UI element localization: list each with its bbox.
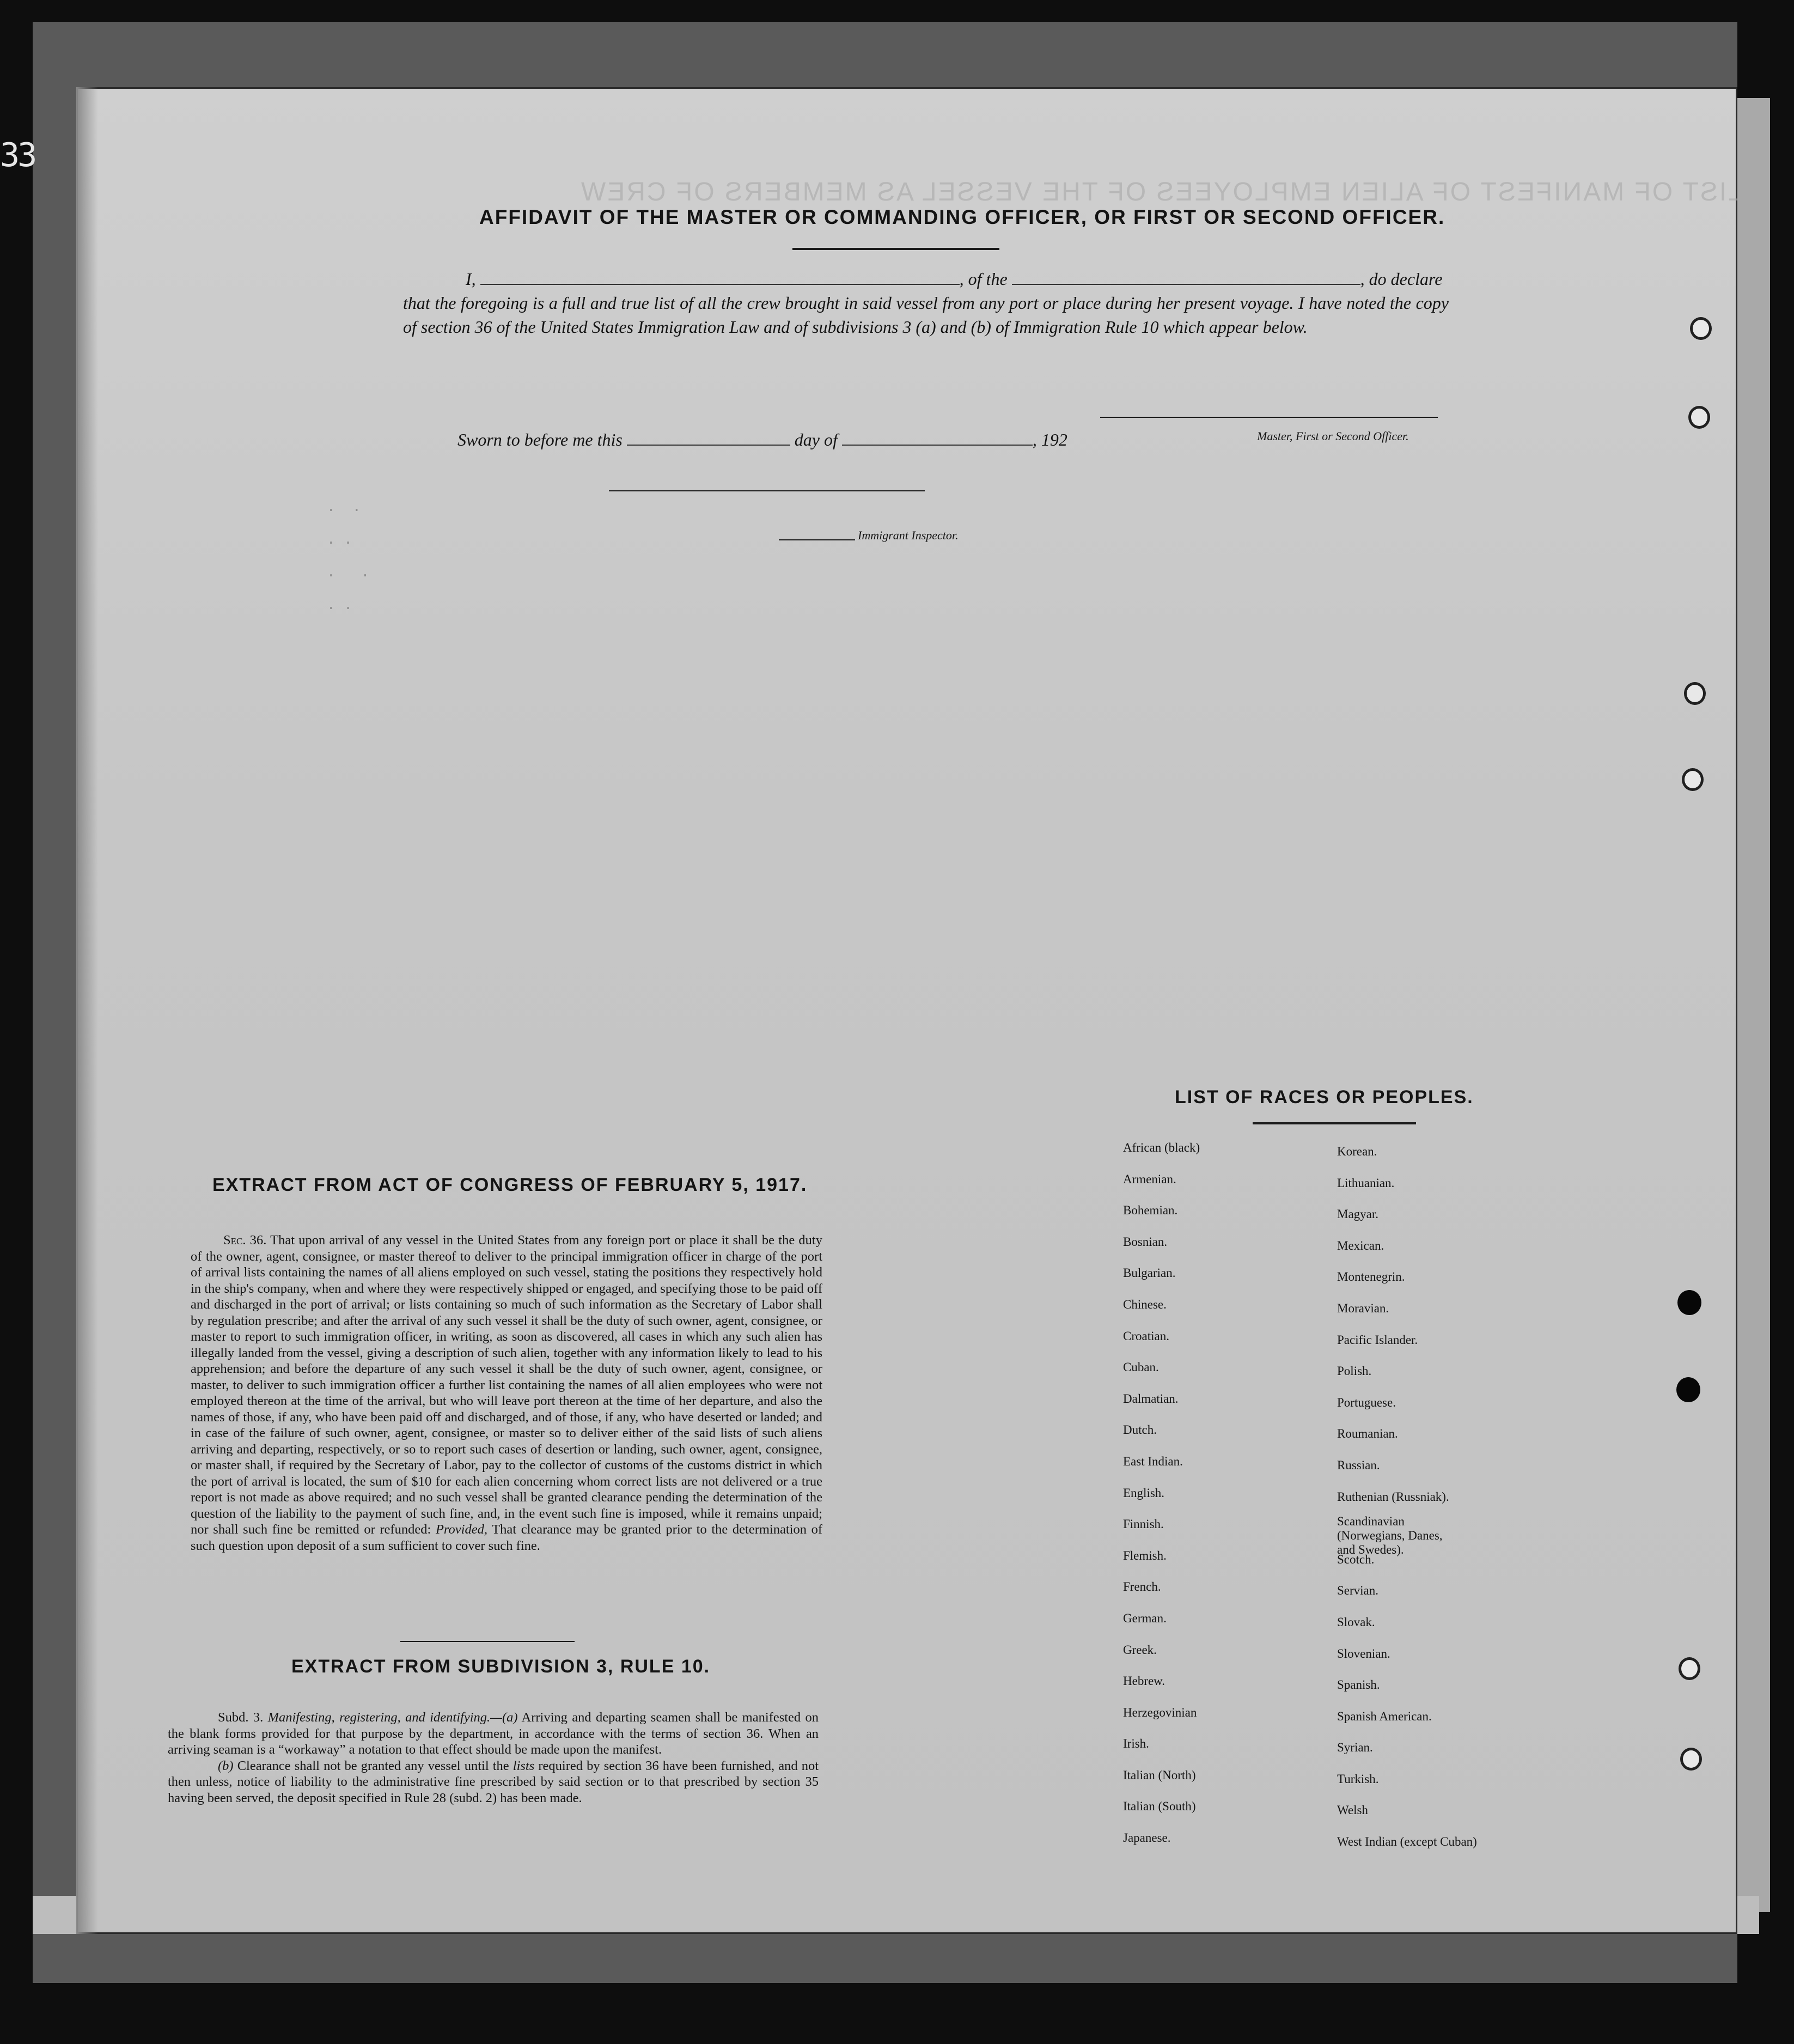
sworn-line <box>457 429 1067 450</box>
act-section-36-text <box>191 1232 822 1554</box>
act-section-body: That upon arrival of any vessel in the United States from any foreign port or place it shall be the duty of the owner, agent, consignee, or master thereof to deliver to the principal immigration officer in charge of the port of arrival lists containing the names of all aliens employed on such vessel, stating the positions they respectively hold in the ship's company, when and where they were respectively shipped or engaged, and specifying those to be paid off and discharged in the port of arrival; or lists containing so much of such information as the Secretary of Labor shall by regulation prescribe; and after the arrival of any such vessel it shall be the duty of such owner, agent, consignee, or master to report to such immigration officer, in writing, as soon as discovered, all cases in which any such alien has illegally landed from the vessel, giving a description of such alien, together with any information likely to lead to his apprehension; and before the departure of any such vessel it shall be the duty of such owner, agent, consignee, or master, to deliver to such immigration officer a further list containing the names of all alien employees who were not employed thereon at the time of the arrival, but who will leave port thereon at the time of her departure, and also the names of those, if any, who have been paid off and discharged, and of those, if any, who have deserted or landed; and in case of the failure of such owner, agent, consignee, or master so to deliver either of the said lists of such aliens arriving and departing, respectively, or so to report such cases of desertion or landing, such owner, agent, consignee, or master shall, if required by the Secretary of Labor, pay to the collector of customs of the customs district in which the port of arrival is located, the sum of $10 for each alien concerning whom correct lists are not delivered or a true report is not made as above required; and no such vessel shall be granted clearance pending the determination of the question of the liability to the payment of such fine, and, in the event such fine is imposed, while it remains unpaid; nor shall such fine be remitted or refunded: <box>191 1233 822 1537</box>
sworn-month-field[interactable] <box>842 429 1033 446</box>
act-divider <box>400 1641 575 1642</box>
race-item: Armenian. <box>1123 1172 1176 1186</box>
punch-hole-icon <box>1682 768 1704 791</box>
affidavit-statement: that the foregoing is a full and true list of all the crew brought in said vessel from any port or place during her present voyage. I have noted the copy of section 36 of the United States Immigration Law and of subdivisions 3 (a) and (b) of Immigration Rule 10 which appear below. <box>403 293 1449 337</box>
race-item: Bohemian. <box>1123 1203 1178 1218</box>
race-item: Herzegovinian <box>1123 1705 1197 1719</box>
race-item: Lithuanian. <box>1337 1176 1395 1190</box>
race-item: Italian (South) <box>1123 1799 1196 1814</box>
race-item: Scotch. <box>1337 1552 1375 1566</box>
race-item: Croatian. <box>1123 1329 1169 1343</box>
master-signature-line[interactable] <box>1100 417 1438 418</box>
affidavit-declare-label: , do declare <box>1360 269 1443 289</box>
page-edge <box>1737 98 1770 1912</box>
officer-name-field[interactable] <box>480 269 960 285</box>
race-item: Welsh <box>1337 1803 1368 1817</box>
sheet-shadow <box>76 87 98 1934</box>
bleed-through-text: LIST OF MANIFEST OF ALIEN EMPLOYEES OF THE VESSEL AS MEMBERS OF CREW <box>579 178 1743 206</box>
race-item: French. <box>1123 1580 1161 1594</box>
sworn-prefix: Sworn to before me this <box>457 430 623 449</box>
race-item: Magyar. <box>1337 1207 1379 1221</box>
race-item: Japanese. <box>1123 1831 1171 1845</box>
punch-hole-icon <box>1688 406 1710 429</box>
punch-hole-icon <box>1677 1290 1701 1315</box>
inspector-signature-line[interactable] <box>609 490 925 491</box>
race-item: Pacific Islander. <box>1337 1333 1418 1347</box>
rule10-a-text: Arriving and departing seamen shall be manifested on the blank forms provided for that purpose by the department, in accordance with the terms of section 36. When an arriving seaman is a “workaway” a notation to that effect should be made upon the manifest. <box>168 1710 819 1757</box>
punch-hole-icon <box>1690 317 1712 340</box>
race-item: Dutch. <box>1123 1423 1157 1437</box>
race-item: East Indian. <box>1123 1454 1183 1468</box>
race-item: Syrian. <box>1337 1741 1373 1755</box>
race-item: Korean. <box>1337 1145 1377 1158</box>
punch-hole-icon <box>1680 1748 1702 1771</box>
race-item: Russian. <box>1337 1458 1380 1472</box>
rule10-subd-heading: Manifesting, registering, and identifying. <box>267 1710 491 1725</box>
race-item: Slovenian. <box>1337 1646 1390 1660</box>
affidavit-of-the-label: , of the <box>959 269 1008 289</box>
sworn-year-label: , 192 <box>1032 430 1067 449</box>
rule10-b-text-1: Clearance shall not be granted any vessel until the <box>237 1758 509 1773</box>
inspector-label: Immigrant Inspector. <box>858 528 959 542</box>
rule10-b-text-2: required by section 36 have been furnished, and not then unless, notice of liability to the administrative fine prescribed by said section or to that prescribed by section 35 having been served, the deposit specified in Rule 28 (subd. 2) has been made. <box>168 1758 819 1805</box>
races-right-column <box>1337 1136 1477 1858</box>
race-item: Ruthenian (Russniak). <box>1337 1489 1449 1504</box>
race-item: Spanish American. <box>1337 1709 1432 1723</box>
race-item: African (black) <box>1123 1141 1200 1154</box>
race-item: English. <box>1123 1486 1165 1500</box>
sworn-day-of-label: day of <box>794 430 838 449</box>
race-item: Servian. <box>1337 1584 1379 1598</box>
race-item: Montenegrin. <box>1337 1270 1405 1284</box>
act-section-label: Sec. 36. <box>223 1233 267 1248</box>
sworn-day-field[interactable] <box>627 429 790 446</box>
punch-hole-icon <box>1679 1657 1700 1680</box>
race-item: Dalmatian. <box>1123 1391 1179 1406</box>
race-item: Mexican. <box>1337 1238 1384 1252</box>
race-item: Slovak. <box>1337 1615 1375 1629</box>
rule10-a-label: —(a) <box>490 1710 518 1725</box>
rule10-title: EXTRACT FROM SUBDIVISION 3, RULE 10. <box>291 1656 711 1677</box>
race-item: Turkish. <box>1337 1772 1379 1786</box>
race-item: Irish. <box>1123 1737 1149 1751</box>
affidavit-declaration-line <box>403 267 1449 291</box>
race-item: Flemish. <box>1123 1548 1167 1562</box>
rule10-subd-label: Subd. 3. <box>218 1710 264 1725</box>
race-item: Portuguese. <box>1337 1395 1396 1409</box>
race-item: Finnish. <box>1123 1517 1164 1531</box>
punch-hole-icon <box>1676 1377 1700 1402</box>
race-item: Italian (North) <box>1123 1768 1196 1782</box>
rule10-text <box>168 1710 819 1806</box>
margin-page-number: 33 <box>0 136 35 174</box>
race-item: Spanish. <box>1337 1678 1380 1692</box>
races-title: LIST OF RACES OR PEOPLES. <box>1175 1087 1474 1108</box>
race-item: Roumanian. <box>1337 1427 1398 1441</box>
faint-marks: . . . . . . . . <box>327 498 370 613</box>
master-signature-label: Master, First or Second Officer. <box>1257 429 1409 443</box>
race-item: Scandinavian (Norwegians, Danes, and Swedes). <box>1337 1514 1443 1557</box>
races-title-rule <box>1253 1122 1416 1124</box>
race-item: Greek. <box>1123 1642 1157 1657</box>
inspector-label-lead-line <box>779 539 855 540</box>
race-item: Chinese. <box>1123 1297 1167 1311</box>
affidavit-title-rule <box>792 248 999 250</box>
races-left-column <box>1123 1132 1200 1854</box>
affidavit-i-label: I, <box>466 269 476 289</box>
affidavit-title: AFFIDAVIT OF THE MASTER OR COMMANDING OFFICER, OR FIRST OR SECOND OFFICER. <box>479 206 1445 228</box>
act-section-end: That clearance may be granted prior to the determination of such question upon deposit of a sum sufficient to cover such fine. <box>191 1522 822 1553</box>
act-title: EXTRACT FROM ACT OF CONGRESS OF FEBRUARY 5, 1917. <box>212 1175 808 1195</box>
race-item: Moravian. <box>1337 1301 1389 1315</box>
rule10-b-lists: lists <box>512 1758 535 1773</box>
race-item: Cuban. <box>1123 1360 1159 1374</box>
affidavit-body <box>403 267 1449 339</box>
race-item: Hebrew. <box>1123 1674 1166 1688</box>
race-item: German. <box>1123 1611 1167 1625</box>
punch-hole-icon <box>1684 682 1706 705</box>
race-item: Bosnian. <box>1123 1234 1168 1249</box>
rule10-b-label: (b) <box>218 1758 234 1773</box>
race-item: Bulgarian. <box>1123 1266 1176 1280</box>
race-item: Polish. <box>1337 1364 1372 1378</box>
race-item: West Indian (except Cuban) <box>1337 1835 1477 1849</box>
act-provided: Provided, <box>435 1522 487 1537</box>
vessel-name-field[interactable] <box>1012 269 1360 285</box>
